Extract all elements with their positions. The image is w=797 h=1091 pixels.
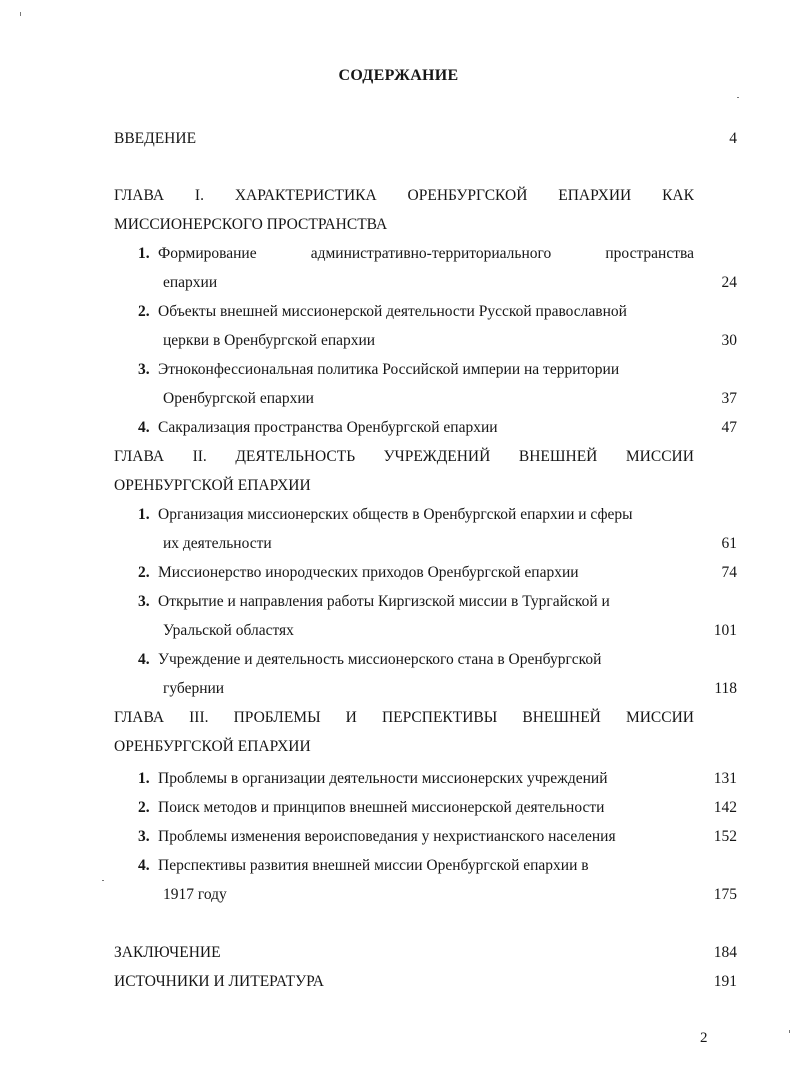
chapter1-word: I.: [194, 187, 204, 204]
section-line1: Перспективы развития внешней миссии Оренбургской епархии в: [158, 857, 589, 874]
section-word: пространства: [605, 245, 694, 262]
chapter1-word: ХАРАКТЕРИСТИКА: [234, 187, 377, 204]
scan-speck: [102, 880, 104, 881]
leader-dots: [275, 533, 691, 549]
ch1-s2-page: 30: [721, 332, 737, 349]
chapter3-word: ГЛАВА: [114, 709, 165, 726]
page-number: 2: [700, 1030, 708, 1046]
section-text: Проблемы в организации деятельности миссионерских учреждений: [158, 770, 608, 787]
leader-dots: [619, 826, 691, 842]
chapter1-title-line2: МИССИОНЕРСКОГО ПРОСТРАНСТВА: [114, 216, 388, 233]
toc-ch1-section-1[interactable]: [138, 239, 694, 297]
toc-ch1-section-3[interactable]: [138, 355, 694, 413]
section-line1: Организация миссионерских обществ в Оренбургской епархии и сферы: [158, 506, 633, 523]
chapter3-word: ПРОБЛЕМЫ: [233, 709, 321, 726]
chapter2-word: ДЕЯТЕЛЬНОСТЬ: [235, 448, 356, 465]
leader-dots: [220, 272, 691, 288]
sources-label: ИСТОЧНИКИ И ЛИТЕРАТУРА: [114, 973, 324, 990]
chapter2-title-line2: ОРЕНБУРГСКОЙ ЕПАРХИИ: [114, 477, 311, 494]
ch3-s2-page: 142: [713, 799, 737, 816]
toc-ch1-section-2[interactable]: [138, 297, 694, 355]
ch1-s1-page: 24: [721, 274, 737, 291]
section-word: административно-территориального: [310, 245, 552, 262]
section-line1: Объекты внешней миссионерской деятельности Русской православной: [158, 303, 627, 320]
sources-page: 191: [713, 973, 737, 990]
ch2-s2-page: 74: [721, 564, 737, 581]
ch1-s4-page: 47: [721, 419, 737, 436]
toc-ch1-section-4[interactable]: [138, 413, 694, 442]
toc-ch3-section-4[interactable]: [138, 851, 694, 909]
chapter2-word: УЧРЕЖДЕНИЙ: [383, 448, 491, 465]
leader-dots: [224, 942, 691, 958]
toc-ch3-section-1[interactable]: [138, 764, 694, 793]
toc-ch2-section-2[interactable]: [138, 558, 694, 587]
section-number: 4.: [138, 857, 150, 874]
section-text: Проблемы изменения вероисповедания у нехристианского населения: [158, 828, 616, 845]
ch3-s4-page: 175: [713, 886, 737, 903]
toc-sources[interactable]: [114, 967, 694, 996]
section-number: 1.: [138, 245, 150, 262]
ch2-s1-page: 61: [721, 535, 737, 552]
toc-chapter-3[interactable]: [114, 703, 694, 761]
chapter2-word: ВНЕШНЕЙ: [518, 448, 598, 465]
section-number: 4.: [138, 651, 150, 668]
ch1-s3-page: 37: [721, 390, 737, 407]
ch2-s3-page: 101: [713, 622, 737, 639]
chapter3-word: И: [345, 709, 357, 726]
chapter3-title-line2: ОРЕНБУРГСКОЙ ЕПАРХИИ: [114, 738, 311, 755]
section-line2: церкви в Оренбургской епархии: [163, 332, 376, 349]
toc-ch2-section-3[interactable]: [138, 587, 694, 645]
section-line1: Учреждение и деятельность миссионерского стана в Оренбургской: [158, 651, 602, 668]
leader-dots: [227, 678, 691, 694]
section-number: 3.: [138, 361, 150, 378]
toc-ch2-section-4[interactable]: [138, 645, 694, 703]
chapter2-word: II.: [192, 448, 207, 465]
section-line2: их деятельности: [163, 535, 272, 552]
section-line1: Открытие и направления работы Киргизской миссии в Тургайской и: [158, 593, 610, 610]
leader-dots: [297, 620, 691, 636]
section-line2: 1917 году: [163, 886, 227, 903]
toc-ch3-section-3[interactable]: [138, 822, 694, 851]
leader-dots: [317, 388, 691, 404]
toc-ch2-section-1[interactable]: [138, 500, 694, 558]
leader-dots: [327, 971, 691, 987]
chapter2-word: ГЛАВА: [114, 448, 165, 465]
chapter3-word: МИССИИ: [625, 709, 694, 726]
section-number: 2.: [138, 303, 150, 320]
leader-dots: [199, 128, 691, 144]
section-number: 3.: [138, 828, 150, 845]
section-number: 2.: [138, 799, 150, 816]
leader-dots: [607, 797, 691, 813]
section-line1: Этноконфессиональная политика Российской империи на территории: [158, 361, 620, 378]
ch2-s4-page: 118: [714, 680, 737, 697]
leader-dots: [582, 562, 691, 578]
ch3-s3-page: 152: [713, 828, 737, 845]
conclusion-label: ЗАКЛЮЧЕНИЕ: [114, 944, 221, 961]
section-text: Поиск методов и принципов внешней миссионерской деятельности: [158, 799, 605, 816]
intro-label: ВВЕДЕНИЕ: [114, 130, 197, 147]
conclusion-page: 184: [713, 944, 737, 961]
scan-speck: [737, 97, 739, 98]
section-number: 3.: [138, 593, 150, 610]
section-number: 1.: [138, 506, 150, 523]
scan-speck: [20, 12, 21, 16]
chapter1-word: КАК: [662, 187, 694, 204]
section-word: Формирование: [158, 245, 257, 262]
section-line2: епархии: [163, 274, 218, 291]
chapter2-word: МИССИИ: [625, 448, 694, 465]
leader-dots: [230, 884, 691, 900]
section-text: Миссионерство инородческих приходов Оренбургской епархии: [158, 564, 579, 581]
leader-dots: [501, 417, 691, 433]
leader-dots: [378, 330, 691, 346]
ch3-s1-page: 131: [713, 770, 737, 787]
toc-chapter-1[interactable]: [114, 181, 694, 239]
chapter3-word: III.: [189, 709, 209, 726]
section-line2: Оренбургской епархии: [163, 390, 314, 407]
section-number: 2.: [138, 564, 150, 581]
toc-ch3-section-2[interactable]: [138, 793, 694, 822]
toc-chapter-2[interactable]: [114, 442, 694, 500]
section-text: Сакрализация пространства Оренбургской епархии: [158, 419, 498, 436]
chapter3-word: ВНЕШНЕЙ: [522, 709, 601, 726]
page-title: СОДЕРЖАНИЕ: [338, 67, 459, 84]
chapter1-word: ОРЕНБУРГСКОЙ: [407, 187, 528, 204]
scan-speck: [789, 1030, 790, 1033]
chapter1-word: ЕПАРХИИ: [558, 187, 632, 204]
chapter3-word: ПЕРСПЕКТИВЫ: [381, 709, 498, 726]
leader-dots: [611, 768, 692, 784]
intro-page: 4: [729, 130, 737, 147]
section-line2: губернии: [163, 680, 225, 697]
section-number: 4.: [138, 419, 150, 436]
chapter1-word: ГЛАВА: [114, 187, 165, 204]
toc-intro[interactable]: [114, 124, 694, 153]
toc-conclusion[interactable]: [114, 938, 694, 967]
section-line2: Уральской областях: [163, 622, 294, 639]
section-number: 1.: [138, 770, 150, 787]
